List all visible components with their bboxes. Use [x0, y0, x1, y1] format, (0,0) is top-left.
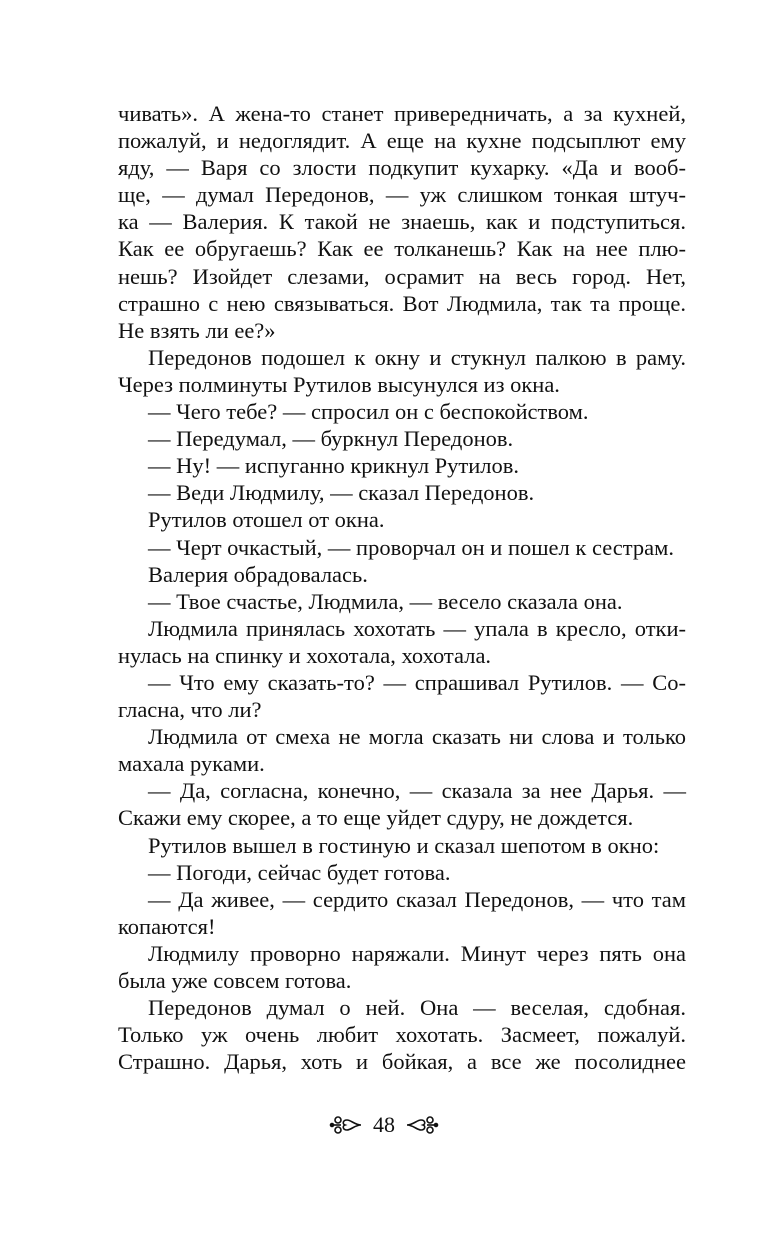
- text-line: — Твое счастье, Людмила, — весело сказала она.: [148, 588, 623, 614]
- text-line: — Черт очкастый, — проворчал он и пошел к сестрам.: [148, 534, 674, 560]
- text-line: — Чего тебе? — спросил он с беспокойством.: [148, 399, 589, 425]
- text-line: страшно с нею связываться. Вот Людмила, так та проще.: [118, 290, 686, 316]
- text-line: Передонов думал о ней. Она — веселая, сдобная.: [148, 995, 686, 1021]
- text-line: — Да живее, — сердито сказал Передонов, — что там: [148, 886, 686, 912]
- text-line: Рутилов отошел от окна.: [148, 507, 385, 533]
- text-line: пожалуй, и недоглядит. А еще на кухне подсыплют ему: [118, 128, 686, 154]
- text-line: ка — Валерия. К такой не знаешь, как и подступиться.: [118, 209, 686, 235]
- text-line: гласна, что ли?: [118, 697, 262, 723]
- text-line: Валерия обрадовалась.: [148, 561, 368, 587]
- text-line: Людмила от смеха не могла сказать ни слова и только: [148, 724, 686, 750]
- text-line: Рутилов вышел в гостиную и сказал шепотом в окно:: [148, 832, 660, 858]
- text-line: Через полминуты Рутилов высунулся из окна.: [118, 371, 560, 397]
- text-line: — Что ему сказать-то? — спрашивал Рутилов. — Со-: [148, 669, 686, 695]
- text-line: Не взять ли ее?»: [118, 317, 276, 343]
- fleuron-right-icon: [405, 1113, 439, 1137]
- text-line: — Погоди, сейчас будет готова.: [148, 859, 451, 885]
- page-number: 48: [373, 1112, 395, 1137]
- text-line: яду, — Варя со злости подкупит кухарку. «Да и вооб-: [118, 155, 686, 181]
- text-line: — Да, согласна, конечно, — сказала за нее Дарья. —: [148, 778, 686, 804]
- text-line: — Передумал, — буркнул Передонов.: [148, 426, 514, 452]
- text-line: нешь? Изойдет слезами, осрамит на весь город. Нет,: [118, 263, 686, 289]
- fleuron-left-icon: [329, 1113, 363, 1137]
- text-line: Страшно. Дарья, хоть и бойкая, а все же посолиднее: [118, 1049, 686, 1075]
- text-line: Передонов подошел к окну и стукнул палкою в раму.: [148, 344, 686, 370]
- text-line: нулась на спинку и хохотала, хохотала.: [118, 642, 492, 668]
- book-page-text: [118, 100, 686, 1075]
- text-line: — Веди Людмилу, — сказал Передонов.: [148, 480, 535, 506]
- text-line: ще, — думал Передонов, — уж слишком тонкая штуч-: [118, 182, 686, 208]
- text-line: Только уж очень любит хохотать. Засмеет, пожалуй.: [118, 1022, 686, 1048]
- text-line: Людмилу проворно наряжали. Минут через пять она: [148, 940, 686, 966]
- text-line: — Ну! — испуганно крикнул Рутилов.: [148, 453, 520, 479]
- text-line: Как ее обругаешь? Как ее толканешь? Как на нее плю-: [118, 236, 686, 262]
- text-line: была уже совсем готова.: [118, 968, 352, 993]
- text-line: копаются!: [118, 913, 216, 939]
- text-line: чивать». А жена-то станет привередничать, а за кухней,: [118, 101, 686, 126]
- text-line: Скажи ему скорее, а то еще уйдет сдуру, не дождется.: [118, 805, 634, 831]
- page-footer: [0, 1110, 768, 1140]
- text-line: Людмила принялась хохотать — упала в кресло, отки-: [148, 615, 686, 641]
- text-line: махала руками.: [118, 751, 265, 777]
